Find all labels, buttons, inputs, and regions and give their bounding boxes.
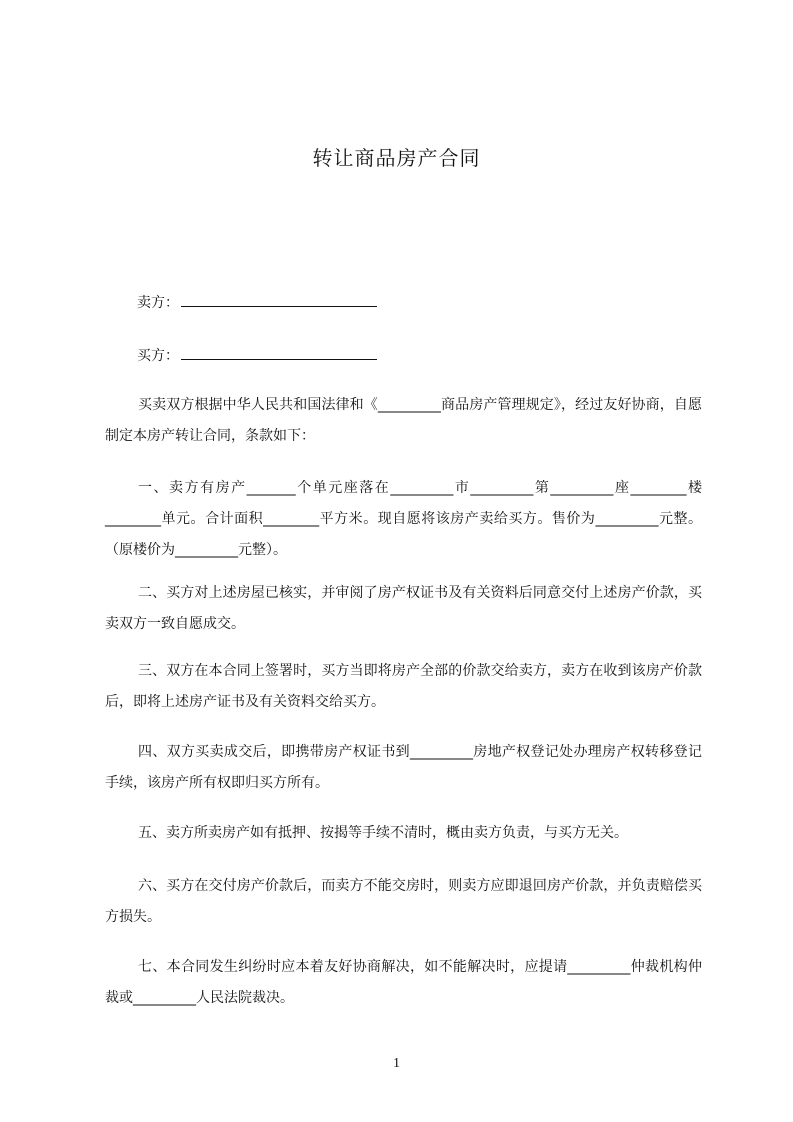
buyer-line xyxy=(137,344,377,366)
clause-2-paragraph: 二、买方对上述房屋已核实，并审阅了房产权证书及有关资料后同意交付上述房产价款，买卖双方一致自愿成交。 xyxy=(105,585,702,632)
document-title: 转让商品房产合同 xyxy=(312,146,481,170)
clause-4-paragraph: 四、双方买卖成交后，即携带房产权证书到_________房地产权登记处办理房产权转移登记手续，该房产所有权即归买方所有。 xyxy=(105,744,702,791)
clause-7-paragraph: 七、本合同发生纠纷时应本着友好协商解决，如不能解决时，应提请_________仲裁机构仲裁或_________人民法院裁决。 xyxy=(105,959,702,1006)
seller-label: 卖方： xyxy=(137,295,179,311)
clause-1-paragraph: 一、卖方有房产_______个单元座落在_________市_________第_________座________楼________单元。合计面积________平方米。现自愿将该房产卖给买方。售价为_________元整。（原楼价为_________元整）。 xyxy=(105,480,702,558)
clause-3-paragraph: 三、双方在本合同上签署时，买方当即将房产全部的价款交给卖方，卖方在收到该房产价款后，即将上述房产证书及有关资料交给买方。 xyxy=(105,663,702,710)
intro-paragraph: 买卖双方根据中华人民共和国法律和《_________商品房产管理规定》，经过友好协商，自愿制定本房产转让合同，条款如下： xyxy=(105,397,702,444)
buyer-blank xyxy=(181,344,377,360)
clause-5-paragraph: 五、卖方所卖房产如有抵押、按揭等手续不清时，概由卖方负责，与买方无关。 xyxy=(138,825,628,841)
clause-6-paragraph: 六、买方在交付房产价款后，而卖方不能交房时，则卖方应即退回房产价款，并负责赔偿买方损失。 xyxy=(105,878,702,925)
page-number: 1 xyxy=(393,1056,400,1071)
seller-blank xyxy=(181,291,377,307)
buyer-label: 买方： xyxy=(137,348,179,364)
seller-line xyxy=(137,291,377,313)
